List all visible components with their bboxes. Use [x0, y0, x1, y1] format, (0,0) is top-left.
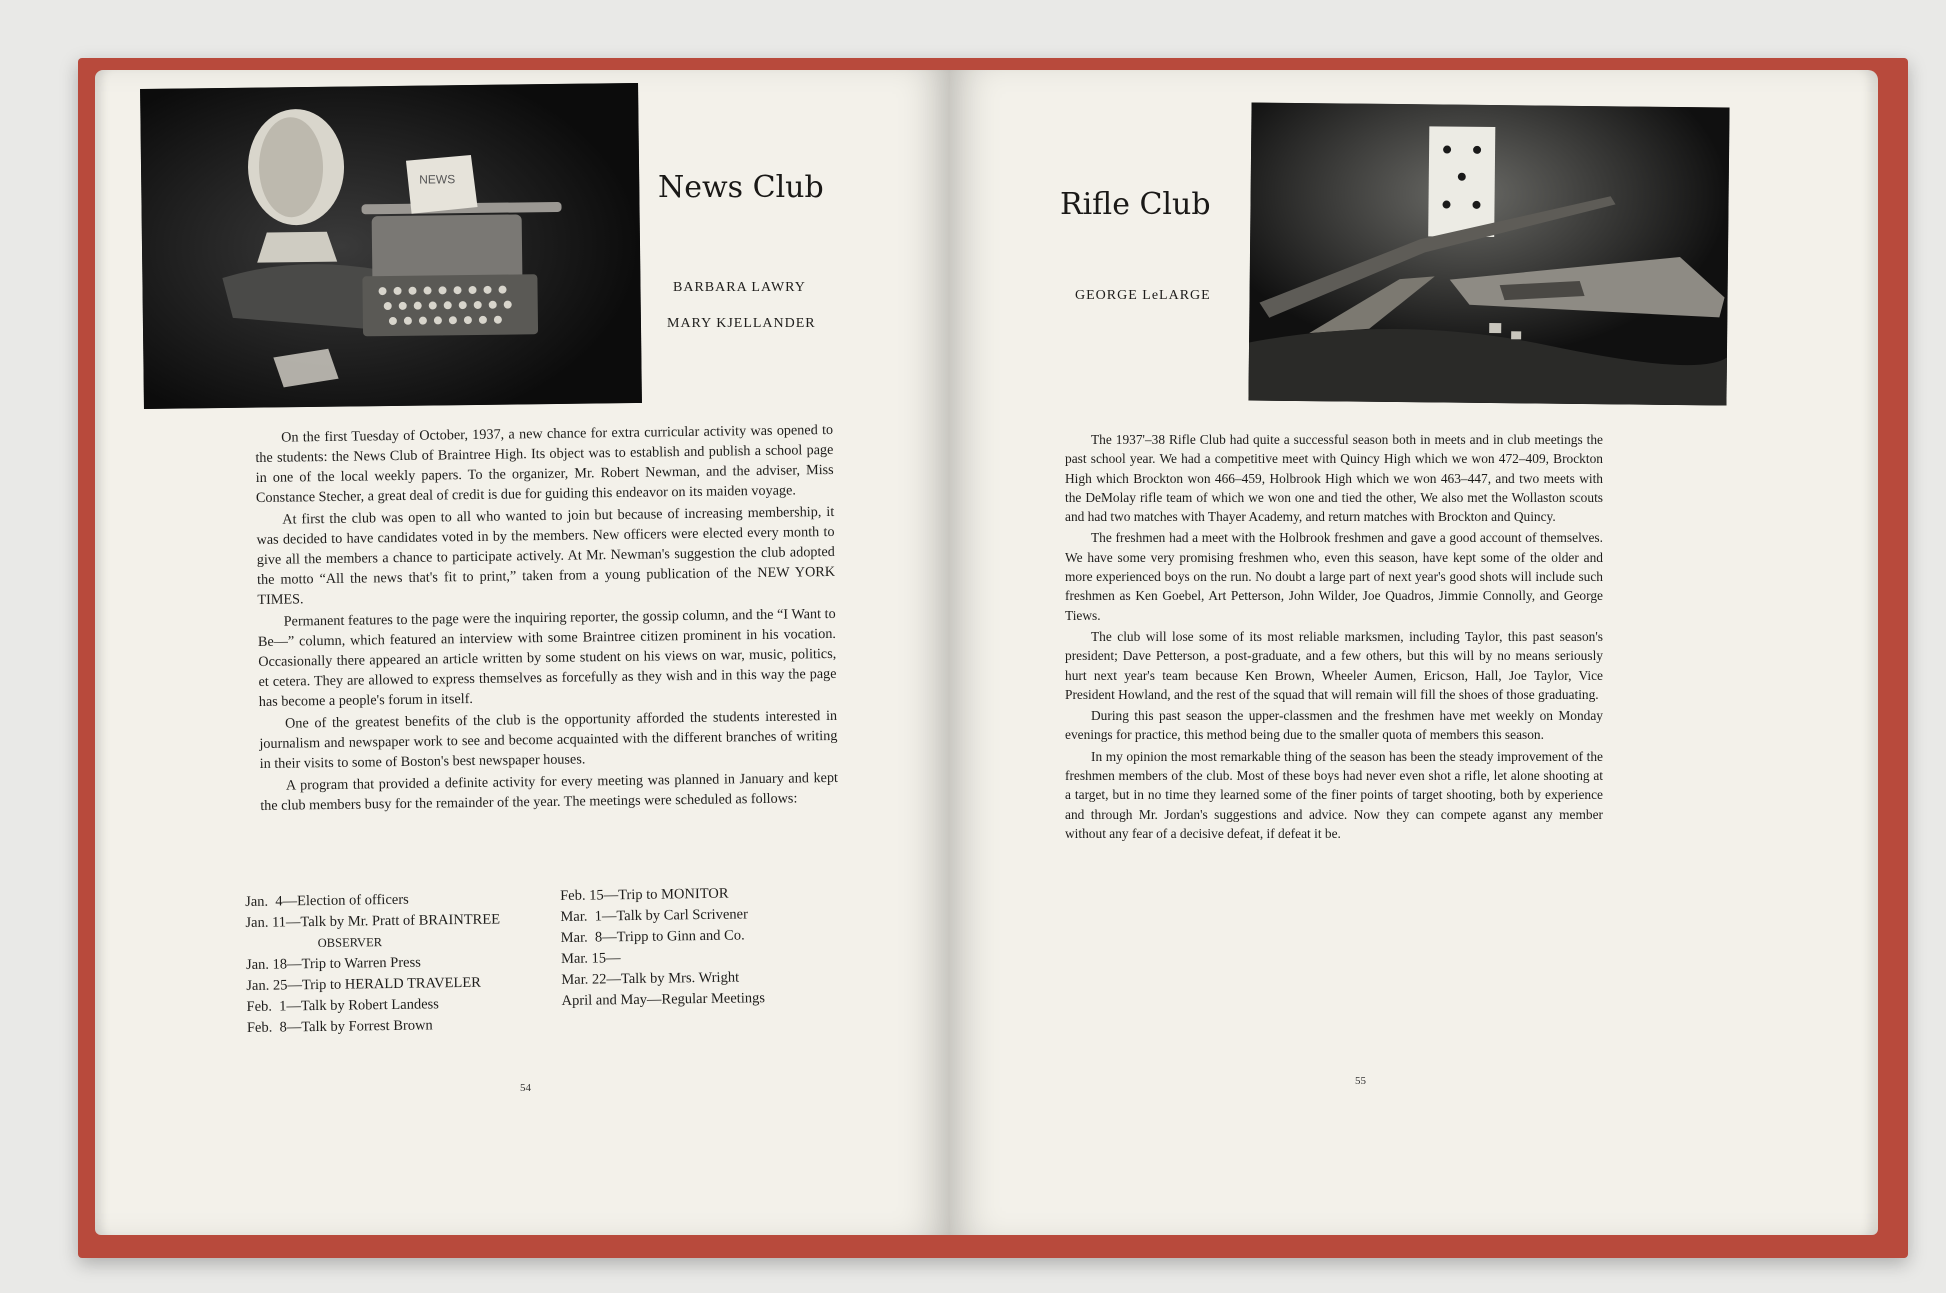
news-club-article [255, 420, 838, 818]
schedule-item: April and May—Regular Meetings [561, 990, 766, 1009]
schedule-item: Mar. 8—Tripp to Ginn and Co. [560, 927, 745, 946]
schedule-item: Mar. 1—Talk by Carl Scrivener [560, 906, 748, 925]
rifle-club-article [1065, 430, 1603, 845]
meeting-schedule-left [245, 888, 502, 1039]
right-page [950, 70, 1878, 1235]
page-number-right: 55 [1355, 1075, 1366, 1087]
schedule-item: Feb. 15—Trip to MONITOR [560, 885, 729, 904]
rifle-paragraph-2: The freshmen had a meet with the Holbrook freshmen and gave a good account of themselves. We have some very promising freshmen who, even this season, have kept some of the older and more experienced boys on the run. No doubt a large part of next year's good shots will include such freshmen as Ken Goebel, Art Petterson, John Wilder, Joe Quadros, Jimmie Connolly, and George Tiews. [1065, 530, 1603, 623]
rifle-paragraph-4: During this past season the upper-classmen and the freshmen have met weekly on Monday evenings for practice, this method being due to the smaller quota of members this season. [1065, 708, 1603, 743]
news-paragraph-1: On the first Tuesday of October, 1937, a new chance for extra curricular activity was opened to the students: the News Club of Braintree High. Its object was to establish and publish a school page in one of the local weekly papers. To the organizer, Mr. Robert Newman, and the adviser, Miss Constance Stecher, a great deal of credit is due for guiding this endeavor on its maiden voyage. [255, 421, 834, 506]
schedule-item: Jan. 4—Election of officers [245, 891, 409, 910]
schedule-item: Jan. 11—Talk by Mr. Pratt of BRAINTREE [245, 911, 501, 931]
rifle-paragraph-1: The 1937'–38 Rifle Club had quite a successful season both in meets and in club meetings the past school year. We had a competitive meet with Quincy High which we won 472–409, Brockton High which Brockton won 466–459, Holbrook High which we won 463–447, and two meets with the DeMolay rifle team of which we won one and tied the other, We also met the Wollaston scouts and had two matches with Thayer Academy, and return matches with Brockton and Quincy. [1065, 432, 1603, 525]
news-paragraph-2: At first the club was open to all who wanted to join but because of increasing membership, it was decided to have candidates voted in by the members. New officers were elected every month to give all the members a chance to participate actively. At Mr. Newman's suggestion the club adopted the motto “All the news that's fit to print,” taken from a young publication of the NEW YORK TIMES. [256, 503, 836, 608]
news-paragraph-5: A program that provided a definite activity for every meeting was planned in January and kept the club members busy for the remainder of the year. The meetings were scheduled as follows: [260, 769, 839, 814]
left-page [95, 70, 950, 1235]
member-george-lelarge: GEORGE LeLARGE [1075, 288, 1211, 303]
schedule-item: Jan. 25—Trip to HERALD TRAVELER [246, 974, 481, 994]
news-paragraph-4: One of the greatest benefits of the club is the opportunity afforded the students interested in journalism and newspaper work to see and become acquainted with the different branches of writing in their visits to some of Boston's best newspaper houses. [259, 707, 838, 772]
meeting-schedule-right [560, 883, 765, 1012]
schedule-item: Jan. 18—Trip to Warren Press [245, 954, 421, 973]
schedule-item: OBSERVER [317, 935, 383, 950]
member-barbara-lawry: BARBARA LAWRY [673, 280, 806, 295]
schedule-item: Mar. 22—Talk by Mrs. Wright [561, 969, 740, 988]
rifle-paragraph-3: The club will lose some of its most reliable marksmen, including Taylor, this past season's president; Dave Petterson, a post-graduate, and a few others, but this will by no means seriously hurt next year's team because Ken Brown, Wheeler Aumen, Ericson, Hall, Joe Taylor, Vice President Howland, and the rest of the squad that will remain will fill the shoes of those graduating. [1065, 628, 1603, 702]
rifle-club-photo [1248, 103, 1729, 406]
page-number-left: 54 [520, 1082, 531, 1094]
news-sheet-text: NEWS [419, 172, 456, 187]
news-club-title: News Club [658, 170, 824, 205]
rifle-club-title: Rifle Club [1060, 187, 1211, 222]
schedule-item: Feb. 8—Talk by Forrest Brown [246, 1017, 433, 1036]
member-mary-kjellander: MARY KJELLANDER [667, 316, 816, 331]
news-paragraph-3: Permanent features to the page were the inquiring reporter, the gossip column, and the “I Want to Be—” column, which featured an interview with some Braintree citizen prominent in his vocation. Occasionally there appeared an article written by some student on his views on war, music, politics, et cetera. They are allowed to express themselves as forcefully as they wish and in this way the page has become a people's forum in itself. [257, 605, 837, 710]
rifle-paragraph-5: In my opinion the most remarkable thing of the season has been the steady improvement of the freshmen members of the club. Most of these boys had never even shot a rifle, let alone shooting at a target, but in no time they learned some of the finer points of target shooting, both by experience and through Mr. Jordan's suggestions and advice. Now they can compete aganst any member without any fear of a decisive defeat, if defeat it be. [1065, 748, 1603, 841]
news-club-photo [140, 83, 642, 409]
schedule-item: Feb. 1—Talk by Robert Landess [246, 996, 439, 1015]
schedule-item: Mar. 15— [560, 950, 621, 967]
